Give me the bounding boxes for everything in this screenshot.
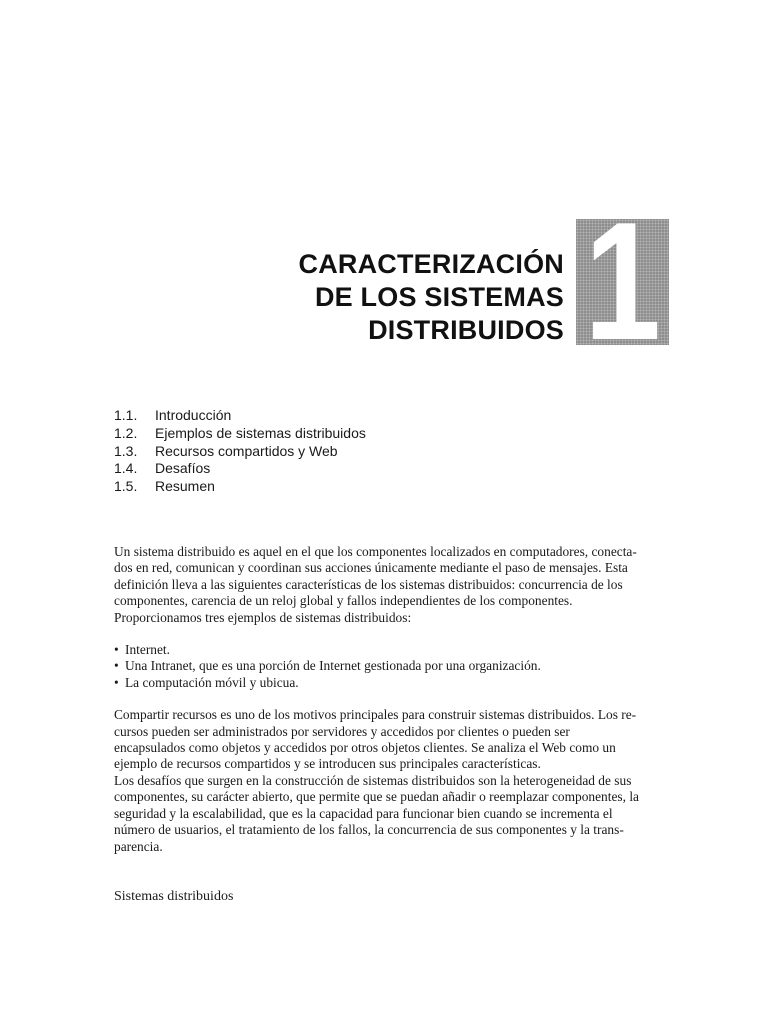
toc-item-number: 1.3.	[114, 442, 138, 459]
toc-item-label: Ejemplos de sistemas distribuidos	[155, 424, 366, 441]
paragraph-line: definición lleva a las siguientes características de los sistemas distribuidos: concurrencia de los	[114, 576, 623, 592]
toc-item-label: Resumen	[155, 478, 215, 495]
book-title-footer: Sistemas distribuidos	[114, 889, 234, 904]
paragraph-line: componentes, carencia de un reloj global y fallos independientes de los componentes.	[114, 593, 573, 609]
toc-item-number: 1.4.	[114, 460, 138, 477]
chapter-title-line: DE LOS SISTEMAS	[314, 282, 564, 312]
resources-paragraph	[114, 707, 659, 773]
toc-item	[114, 425, 366, 443]
challenges-paragraph	[114, 773, 659, 855]
paragraph-line: número de usuarios, el tratamiento de los fallos, la concurrencia de sus componentes y la trans-	[114, 822, 624, 838]
toc-item-label: Desafíos	[155, 460, 211, 477]
list-item-text: La computación móvil y ubicua.	[125, 674, 299, 690]
paragraph-line: cursos pueden ser administrados por servidores y accedidos por clientes o pueden ser	[114, 723, 570, 739]
intro-paragraph	[114, 544, 659, 626]
bullet-icon: •	[114, 658, 119, 674]
list-item	[114, 658, 659, 674]
toc-item-number: 1.1.	[114, 407, 138, 423]
paragraph-line: parencia.	[114, 838, 163, 854]
paragraph-line: ejemplo de recursos compartidos y se introducen sus principales características.	[114, 756, 541, 772]
list-item-text: Una Intranet, que es una porción de Internet gestionada por una organización.	[125, 658, 541, 674]
toc-item-label: Introducción	[155, 407, 232, 423]
examples-list	[114, 642, 659, 691]
toc-item	[114, 478, 366, 496]
paragraph-line: Compartir recursos es uno de los motivos principales para construir sistemas distribuidos. Los re-	[114, 707, 637, 723]
paragraph-line: Los desafíos que surgen en la construcción de sistemas distribuidos son la heterogeneidad de sus	[114, 772, 632, 788]
paragraph-line: Un sistema distribuido es aquel en el que los componentes localizados en computadores, conecta-	[114, 544, 637, 559]
toc-item-number: 1.2.	[114, 424, 138, 441]
toc-item	[114, 443, 366, 461]
chapter-title	[224, 248, 564, 347]
table-of-contents	[114, 407, 366, 496]
list-item	[114, 675, 659, 691]
paragraph-line: dos en red, comunican y coordinan sus acciones únicamente mediante el paso de mensajes. Esta	[114, 560, 628, 576]
toc-item-number: 1.5.	[114, 478, 138, 495]
chapter-number-box	[576, 219, 669, 345]
paragraph-line: seguridad y la escalabilidad, que es la capacidad para funcionar bien cuando se incrementa el	[114, 805, 613, 821]
chapter-number: 1	[584, 219, 661, 345]
toc-item	[114, 407, 366, 425]
paragraph-line: componentes, su carácter abierto, que permite que se puedan añadir o reemplazar componentes, la	[114, 789, 639, 805]
chapter-title-line: DISTRIBUIDOS	[368, 315, 564, 345]
toc-item-label: Recursos compartidos y Web	[155, 442, 338, 459]
list-item-text: Internet.	[125, 642, 170, 658]
list-item	[114, 642, 659, 658]
paragraph-line: Proporcionamos tres ejemplos de sistemas distribuidos:	[114, 609, 412, 625]
bullet-icon: •	[114, 674, 119, 690]
chapter-summary	[114, 544, 659, 855]
chapter-title-line: CARACTERIZACIÓN	[298, 249, 564, 279]
toc-item	[114, 460, 366, 478]
bullet-icon: •	[114, 642, 119, 658]
paragraph-line: encapsulados como objetos y accedidos por otros objetos clientes. Se analiza el Web como un	[114, 740, 616, 756]
